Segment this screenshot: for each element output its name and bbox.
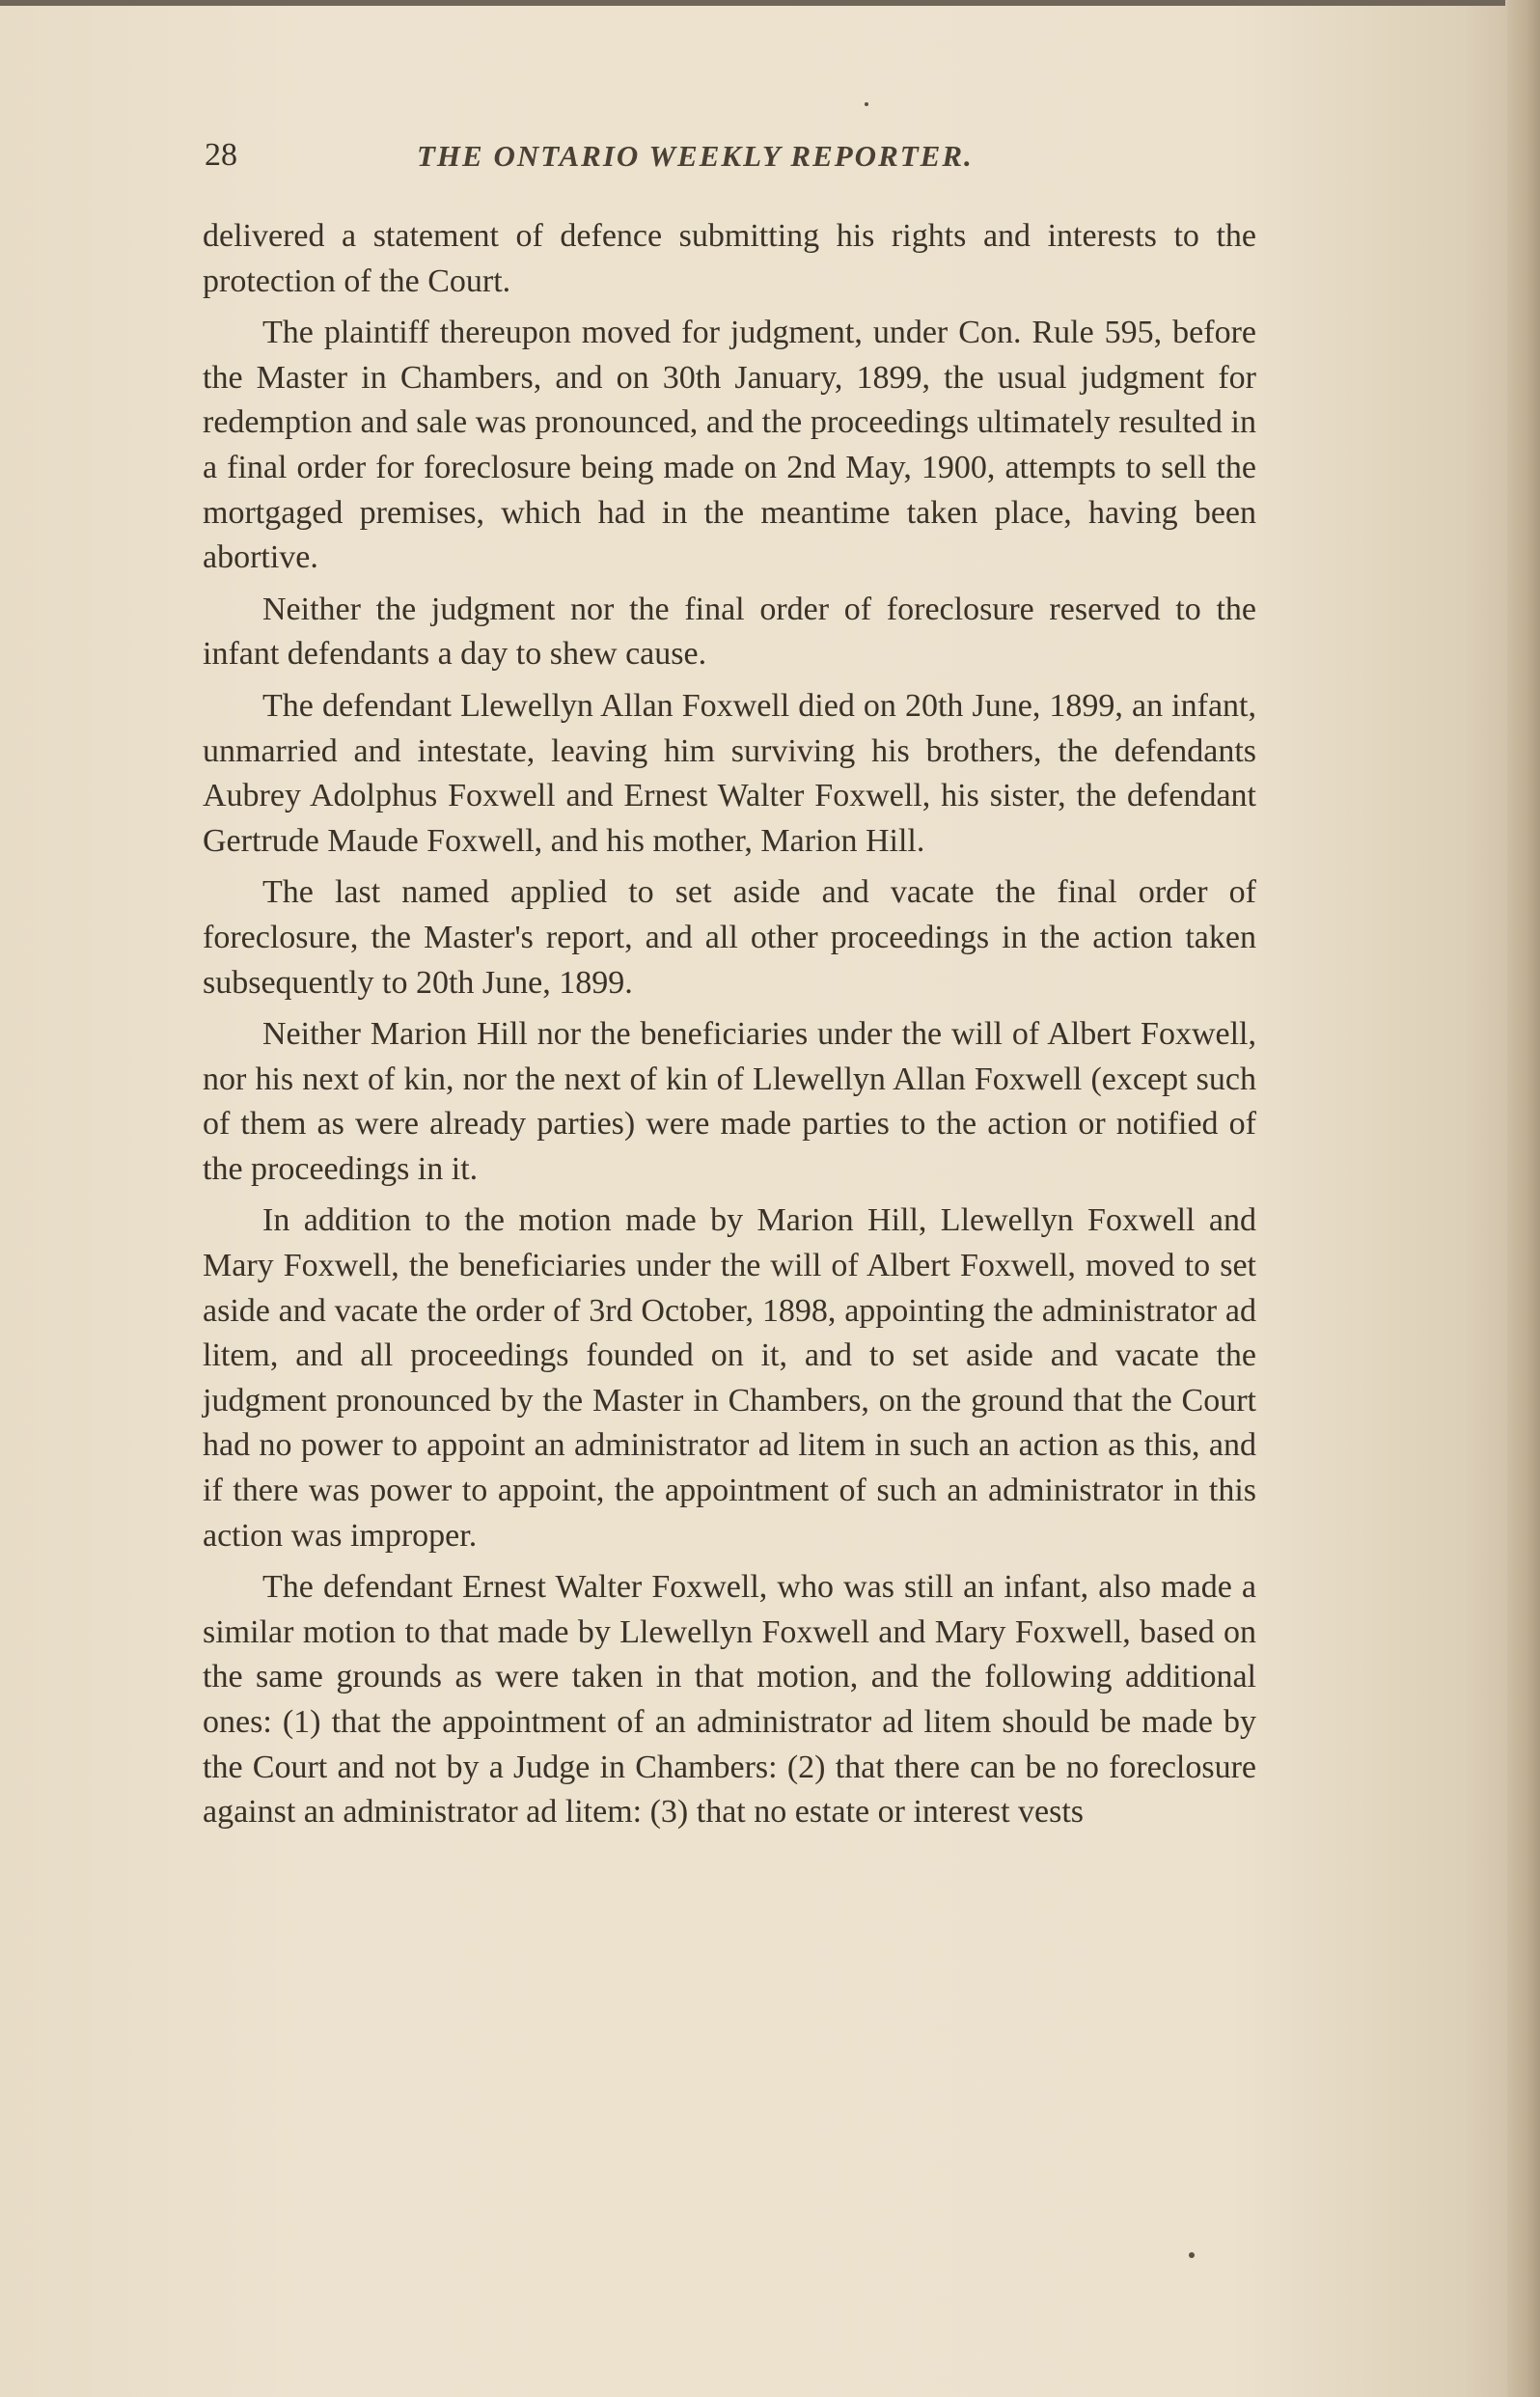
page-binding-edge (1507, 0, 1540, 2397)
page-top-edge (0, 0, 1505, 6)
paragraph-4: The defendant Llewellyn Allan Foxwell died on 20th June, 1899, an infant, unmarried and intestate, leaving him surviving his brothers, the defendants Aubrey Adolphus Foxwell and Ernest Walter Foxwell, his sister, the defendant Gertrude Maude Foxwell, and his mother, Marion Hill. (203, 687, 1256, 859)
ink-fleck (865, 102, 868, 106)
ink-fleck (1189, 2252, 1195, 2258)
paragraph-7: In addition to the motion made by Marion Hill, Llewellyn Foxwell and Mary Foxwell, the beneficiaries under the will of Albert Foxwell, moved to set aside and vacate the order of 3rd October, 1898, appointing the administrator ad litem, and all proceedings founded on it, and to set aside and vacate the judgment pronounced by the Master in Chambers, on the ground that the Court had no power to appoint an administrator ad litem in such an action as this, and if there was power to appoint, the appointment of such an administrator in this action was improper. (203, 1202, 1256, 1554)
page-number: 28 (205, 137, 237, 173)
paragraph-6: Neither Marion Hill nor the beneficiaries under the will of Albert Foxwell, nor his next of kin, nor the next of kin of Llewellyn Allan Foxwell (except such of them as were already parties) were made parties to the action or notified of the proceedings in it. (203, 1016, 1256, 1187)
running-title: THE ONTARIO WEEKLY REPORTER. (417, 139, 974, 173)
paragraph-5: The last named applied to set aside and vacate the final order of foreclosure, the Master's report, and all other proceedings in the action taken subsequently to 20th June, 1899. (203, 874, 1256, 1001)
page-header (205, 137, 1256, 185)
paragraph-2: The plaintiff thereupon moved for judgment, under Con. Rule 595, before the Master in Chambers, and on 30th January, 1899, the usual judgment for redemption and sale was pronounced, and the proceedings ultimately resulted in a final order for foreclosure being made on 2nd May, 1900, attempts to sell the mortgaged premises, which had in the meantime taken place, having been abortive. (203, 315, 1256, 576)
body-text (203, 214, 1256, 1842)
paragraph-8: The defendant Ernest Walter Foxwell, who was still an infant, also made a similar motion to that made by Llewellyn Foxwell and Mary Foxwell, based on the same grounds as were taken in that motion, and the following additional ones: (1) that the appointment of an administrator ad litem should be made by the Court and not by a Judge in Chambers: (2) that there can be no foreclosure against an administrator ad litem: (3) that no estate or interest vests (203, 1569, 1256, 1831)
paragraph-1: delivered a statement of defence submitting his rights and interests to the protection of the Court. (203, 218, 1256, 299)
paragraph-3: Neither the judgment nor the final order of foreclosure reserved to the infant defendants a day to shew cause. (203, 591, 1256, 673)
